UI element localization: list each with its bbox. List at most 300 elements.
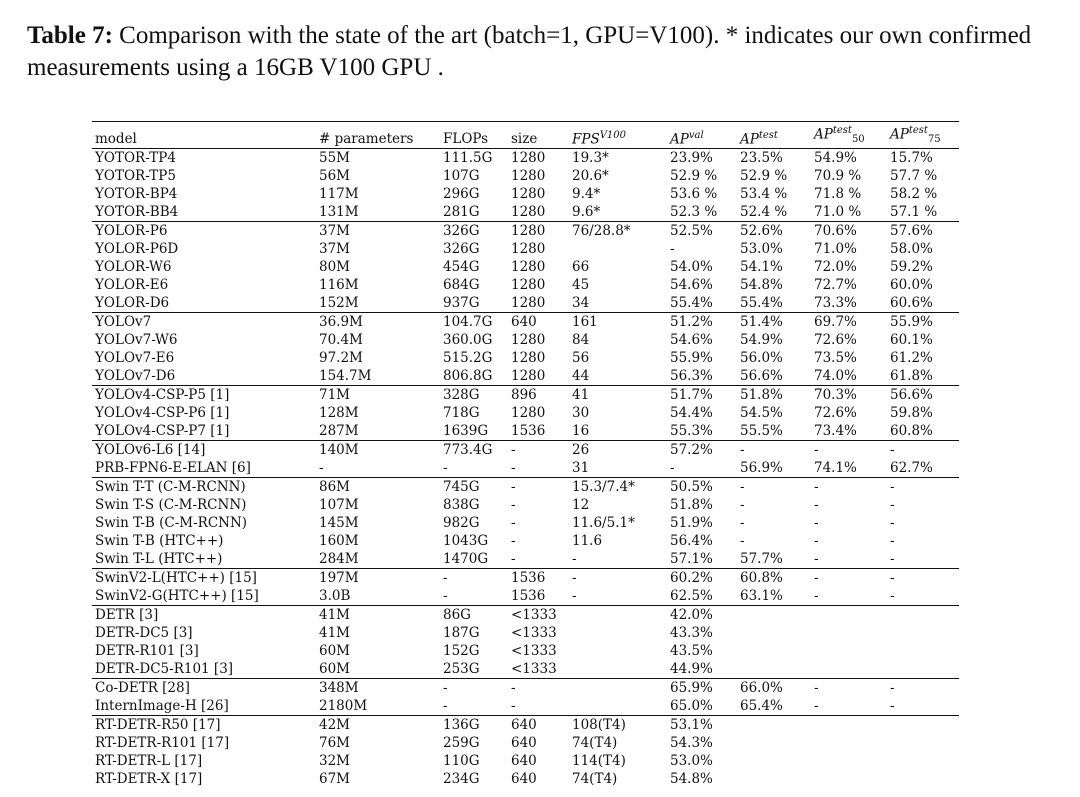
cell-params: 97.2M <box>319 350 363 367</box>
cell-ap-test: 52.9 % <box>740 168 788 185</box>
cell-ap-val: 23.9% <box>667 149 737 168</box>
cell-ap75: - <box>887 478 959 497</box>
cell-ap75 <box>887 660 959 679</box>
cell-flops: 86G <box>440 606 508 625</box>
comparison-table <box>92 121 959 788</box>
header-size: size <box>508 122 569 149</box>
cell-ap-test: 54.8% <box>740 277 783 294</box>
cell-size: - <box>508 679 569 698</box>
header-ap-test-base: AP <box>740 131 759 148</box>
header-fps-sup: V100 <box>599 129 627 141</box>
cell-size: 1280 <box>511 204 546 221</box>
cell-ap-test: - <box>737 441 811 460</box>
cell-flops: - <box>443 460 448 477</box>
cell-model: DETR-DC5 [3] <box>95 625 193 642</box>
cell-fps: 76/28.8* <box>569 222 667 241</box>
cell-ap75: - <box>887 679 959 698</box>
cell-ap75: 58.0% <box>890 241 933 258</box>
cell-params: 56M <box>319 168 351 185</box>
cell-flops: 234G <box>443 771 480 788</box>
cell-ap50: 74.0% <box>814 368 857 385</box>
header-ap-val-base: AP <box>670 131 689 148</box>
cell-ap50 <box>811 606 887 625</box>
cell-ap50 <box>811 624 887 642</box>
table-row <box>92 606 959 625</box>
cell-size: <1333 <box>511 661 557 678</box>
cell-ap-val: 52.3 % <box>670 204 718 221</box>
header-fps <box>569 122 667 149</box>
cell-ap75: - <box>887 441 959 460</box>
table-row <box>92 331 959 349</box>
header-ap-test-sup: test <box>758 129 778 141</box>
cell-ap75: 60.0% <box>890 277 933 294</box>
cell-ap75 <box>887 770 959 788</box>
cell-flops: 806.8G <box>443 368 493 385</box>
cell-ap50 <box>811 734 887 752</box>
cell-params: 36.9M <box>316 313 440 332</box>
cell-model: YOLOR-E6 <box>95 277 169 294</box>
header-row <box>92 122 959 149</box>
cell-ap-val: - <box>670 460 675 477</box>
cell-flops: 326G <box>440 222 508 241</box>
table-group <box>92 478 959 569</box>
cell-params: 70.4M <box>319 332 363 349</box>
cell-ap75: - <box>890 588 895 605</box>
cell-fps <box>569 606 667 625</box>
cell-ap-val: 43.3% <box>670 625 713 642</box>
cell-ap50: 54.9% <box>811 149 887 168</box>
cell-flops: - <box>443 698 448 715</box>
cell-model: YOLOv7-D6 <box>95 368 176 385</box>
cell-ap-test: - <box>740 515 745 532</box>
cell-ap-test: 63.1% <box>740 588 783 605</box>
cell-ap50: 70.9 % <box>814 168 862 185</box>
cell-params: 86M <box>316 478 440 497</box>
cell-size: 640 <box>508 313 569 332</box>
cell-ap50: - <box>811 478 887 497</box>
cell-model: PRB-FPN6-E-ELAN [6] <box>95 460 251 477</box>
cell-params: 154.7M <box>319 368 372 385</box>
cell-flops: 111.5G <box>440 149 508 168</box>
cell-size: - <box>508 441 569 460</box>
cell-ap50: 72.6% <box>814 332 857 349</box>
cell-ap50: - <box>814 533 819 550</box>
cell-size: - <box>511 460 516 477</box>
cell-size: 1280 <box>511 168 546 185</box>
table-group <box>92 441 959 478</box>
cell-model: YOLOv6-L6 [14] <box>92 441 316 460</box>
table-row <box>92 532 959 550</box>
cell-ap50: 73.5% <box>814 350 857 367</box>
cell-ap-val: 65.9% <box>667 679 737 698</box>
cell-size: 1280 <box>511 259 546 276</box>
cell-flops: 326G <box>443 241 480 258</box>
cell-ap-test <box>737 642 811 660</box>
table-row <box>92 441 959 460</box>
cell-flops: 259G <box>443 735 480 752</box>
cell-ap75 <box>887 752 959 770</box>
cell-size: 1280 <box>511 368 546 385</box>
table-row <box>92 642 959 660</box>
cell-flops: 1470G <box>443 551 489 568</box>
cell-ap50: 70.6% <box>811 222 887 241</box>
cell-flops: - <box>440 679 508 698</box>
cell-ap75: 55.9% <box>887 313 959 332</box>
cell-ap-val: - <box>670 241 675 258</box>
cell-model: DETR-R101 [3] <box>95 643 199 660</box>
table-row <box>92 679 959 698</box>
cell-ap50: 71.0% <box>814 241 857 258</box>
cell-fps: 56 <box>572 350 590 367</box>
cell-flops: 838G <box>443 497 480 514</box>
cell-size: 1280 <box>511 186 546 203</box>
table-caption-label: Table 7: <box>27 22 113 49</box>
cell-flops: - <box>443 588 448 605</box>
cell-fps: 161 <box>569 313 667 332</box>
cell-flops: 1043G <box>443 533 489 550</box>
cell-ap-val: 53.6 % <box>670 186 718 203</box>
cell-flops: 187G <box>443 625 480 642</box>
table-header <box>92 122 959 149</box>
cell-fps <box>569 624 667 642</box>
cell-model: DETR-DC5-R101 [3] <box>95 661 234 678</box>
header-ap75-base: AP <box>890 126 909 143</box>
table-row <box>92 716 959 735</box>
cell-ap-test: 56.0% <box>740 350 783 367</box>
cell-flops: 296G <box>443 186 480 203</box>
cell-model: RT-DETR-X [17] <box>95 771 203 788</box>
cell-ap50: - <box>814 551 819 568</box>
cell-size: 1280 <box>508 222 569 241</box>
cell-params: 2180M <box>319 698 368 715</box>
cell-ap50: 73.4% <box>814 423 857 440</box>
table-row <box>92 569 959 588</box>
cell-params: 152M <box>319 295 359 312</box>
cell-ap-test: 56.6% <box>740 368 783 385</box>
table-group <box>92 386 959 441</box>
cell-model: YOTOR-BB4 <box>95 204 179 221</box>
cell-size: 640 <box>511 735 537 752</box>
cell-model: RT-DETR-R101 [17] <box>95 735 230 752</box>
table-row <box>92 349 959 367</box>
cell-params: 117M <box>319 186 359 203</box>
cell-ap-val: 54.8% <box>670 771 713 788</box>
cell-model: YOLOR-P6D <box>95 241 179 258</box>
cell-ap-val: 51.8% <box>670 497 713 514</box>
cell-size: - <box>511 698 516 715</box>
cell-params: 67M <box>319 771 351 788</box>
cell-model: SwinV2-G(HTC++) [15] <box>95 588 259 605</box>
cell-flops: - <box>440 569 508 588</box>
cell-flops: 136G <box>440 716 508 735</box>
cell-params: 37M <box>319 241 351 258</box>
cell-ap75: 59.8% <box>890 405 933 422</box>
cell-model: YOLOv4-CSP-P5 [1] <box>92 386 316 405</box>
cell-ap-val: 56.4% <box>670 533 713 550</box>
cell-model: YOLOv4-CSP-P7 [1] <box>95 423 230 440</box>
cell-ap-test: 55.5% <box>740 423 783 440</box>
table-row <box>92 294 959 313</box>
cell-fps: 11.6/5.1* <box>572 515 635 532</box>
cell-ap75: 15.7% <box>887 149 959 168</box>
cell-ap75: 59.2% <box>890 259 933 276</box>
cell-ap-test <box>737 734 811 752</box>
cell-flops: 982G <box>443 515 480 532</box>
cell-ap-val: 55.9% <box>670 350 713 367</box>
cell-size: <1333 <box>508 606 569 625</box>
cell-ap50: - <box>811 441 887 460</box>
cell-ap-test: 54.1% <box>740 259 783 276</box>
cell-ap50: 72.6% <box>814 405 857 422</box>
cell-fps: 16 <box>572 423 590 440</box>
cell-ap-test: 55.4% <box>740 295 783 312</box>
table-row <box>92 258 959 276</box>
table-row <box>92 185 959 203</box>
cell-ap75: - <box>887 569 959 588</box>
cell-ap-val: 54.0% <box>670 259 713 276</box>
cell-ap-test <box>737 660 811 679</box>
cell-ap50: - <box>814 588 819 605</box>
cell-model: RT-DETR-R50 [17] <box>92 716 316 735</box>
table-caption-text: Comparison with the state of the art (batch=1, GPU=V100). * indicates our own confirmed measurements using a 16GB V100 GPU . <box>27 22 1032 81</box>
header-ap50-sub: 50 <box>851 134 865 146</box>
cell-params: 60M <box>319 643 351 660</box>
cell-flops: 718G <box>443 405 480 422</box>
cell-model: Swin T-B (HTC++) <box>95 533 224 550</box>
cell-ap50: - <box>814 698 819 715</box>
cell-ap-test: 53.4 % <box>740 186 788 203</box>
cell-fps: 9.4* <box>572 186 601 203</box>
cell-ap75 <box>887 606 959 625</box>
cell-ap-val: 53.0% <box>670 753 713 770</box>
cell-fps: 20.6* <box>572 168 609 185</box>
cell-ap75 <box>887 624 959 642</box>
cell-model: YOLOv7 <box>92 313 316 332</box>
cell-flops: 328G <box>440 386 508 405</box>
cell-flops: 110G <box>443 753 480 770</box>
cell-ap-val: 53.1% <box>667 716 737 735</box>
cell-fps: 15.3/7.4* <box>569 478 667 497</box>
cell-ap75: 60.1% <box>890 332 933 349</box>
table-row <box>92 734 959 752</box>
table-row <box>92 550 959 569</box>
cell-model: YOLOR-D6 <box>95 295 170 312</box>
table-row <box>92 478 959 497</box>
cell-fps <box>569 679 667 698</box>
cell-fps: 74(T4) <box>572 771 618 788</box>
header-ap75-sup: test <box>908 125 928 136</box>
cell-params: 55M <box>316 149 440 168</box>
cell-params: 41M <box>316 606 440 625</box>
cell-params: 287M <box>319 423 359 440</box>
cell-ap50: 74.1% <box>814 460 857 477</box>
cell-ap-val: 54.4% <box>670 405 713 422</box>
cell-model: YOLOR-P6 <box>92 222 316 241</box>
cell-ap-test: - <box>737 478 811 497</box>
cell-ap-val: 50.5% <box>667 478 737 497</box>
cell-params: 348M <box>316 679 440 698</box>
cell-size: 640 <box>508 716 569 735</box>
cell-model: YOLOR-W6 <box>95 259 172 276</box>
cell-fps: 41 <box>569 386 667 405</box>
cell-params: 116M <box>319 277 359 294</box>
cell-ap-val: 44.9% <box>670 661 713 678</box>
cell-ap75: - <box>890 698 895 715</box>
table-row <box>92 660 959 679</box>
cell-ap50: 71.8 % <box>814 186 862 203</box>
cell-ap-test: 52.6% <box>737 222 811 241</box>
cell-model: YOTOR-TP5 <box>95 168 176 185</box>
table-group <box>92 716 959 789</box>
table-row <box>92 313 959 332</box>
table-row <box>92 514 959 532</box>
cell-model: DETR [3] <box>92 606 316 625</box>
cell-size: 1536 <box>508 569 569 588</box>
cell-ap-val: 51.2% <box>667 313 737 332</box>
cell-fps: 19.3* <box>569 149 667 168</box>
cell-params: 41M <box>319 625 351 642</box>
table-row <box>92 459 959 478</box>
cell-model: YOTOR-BP4 <box>95 186 178 203</box>
cell-ap-val: 55.3% <box>670 423 713 440</box>
cell-ap-test <box>737 606 811 625</box>
cell-params: 128M <box>319 405 359 422</box>
header-fps-base: FPS <box>572 131 600 148</box>
cell-ap-test: 54.5% <box>740 405 783 422</box>
cell-params: 197M <box>316 569 440 588</box>
cell-params: 3.0B <box>319 588 351 605</box>
cell-params: 160M <box>319 533 359 550</box>
cell-ap50: - <box>811 569 887 588</box>
cell-ap-val: 55.4% <box>670 295 713 312</box>
cell-ap-val: 54.3% <box>670 735 713 752</box>
header-ap-val-sup: val <box>688 129 704 141</box>
cell-size: 1536 <box>511 423 546 440</box>
cell-ap-val: 57.1% <box>670 551 713 568</box>
cell-model: InternImage-H [26] <box>95 698 229 715</box>
cell-fps: 11.6 <box>572 533 603 550</box>
cell-model: YOLOv7-W6 <box>95 332 178 349</box>
cell-size: - <box>511 515 516 532</box>
cell-model: Swin T-T (C-M-RCNN) <box>92 478 316 497</box>
table-row <box>92 770 959 788</box>
cell-params: 140M <box>316 441 440 460</box>
cell-ap-test: - <box>740 497 745 514</box>
cell-ap75: - <box>890 551 895 568</box>
cell-flops: 515.2G <box>443 350 493 367</box>
table-group <box>92 222 959 313</box>
header-ap-val <box>667 122 737 149</box>
cell-ap75: - <box>890 497 895 514</box>
cell-ap-val: 42.0% <box>667 606 737 625</box>
table-row <box>92 240 959 258</box>
table-row <box>92 752 959 770</box>
cell-ap50 <box>811 752 887 770</box>
cell-ap-test <box>737 752 811 770</box>
cell-ap75: 60.6% <box>890 295 933 312</box>
cell-ap75: - <box>890 515 895 532</box>
cell-size: 1280 <box>511 241 546 258</box>
cell-params: 80M <box>319 259 351 276</box>
header-ap50-base: AP <box>814 126 833 143</box>
cell-ap-test <box>737 770 811 788</box>
cell-size: - <box>508 478 569 497</box>
table-group <box>92 313 959 386</box>
cell-fps: 34 <box>572 295 590 312</box>
cell-flops: 745G <box>440 478 508 497</box>
cell-flops: 253G <box>443 661 480 678</box>
cell-ap-val: 51.7% <box>667 386 737 405</box>
cell-ap75: 60.8% <box>890 423 933 440</box>
header-ap-test <box>737 122 811 149</box>
header-ap75 <box>887 122 959 149</box>
table-row <box>92 624 959 642</box>
cell-params: 71M <box>316 386 440 405</box>
cell-fps <box>569 697 667 716</box>
cell-ap-test <box>737 716 811 735</box>
cell-ap-val: 43.5% <box>670 643 713 660</box>
table-row <box>92 386 959 405</box>
cell-params: 145M <box>319 515 359 532</box>
cell-size: 1280 <box>511 295 546 312</box>
cell-ap50: - <box>814 515 819 532</box>
cell-model: YOLOv7-E6 <box>95 350 175 367</box>
cell-flops: 107G <box>443 168 480 185</box>
cell-params: 37M <box>316 222 440 241</box>
cell-size: - <box>511 533 516 550</box>
cell-ap75: 57.7 % <box>890 168 938 185</box>
cell-ap-test: - <box>740 533 745 550</box>
cell-ap75: 58.2 % <box>890 186 938 203</box>
cell-size: 1280 <box>511 405 546 422</box>
cell-flops: 1639G <box>443 423 489 440</box>
cell-ap-test: 23.5% <box>737 149 811 168</box>
header-flops: FLOPs <box>440 122 508 149</box>
table-group <box>92 149 959 222</box>
cell-size: 1280 <box>511 277 546 294</box>
cell-flops: 684G <box>443 277 480 294</box>
cell-model: RT-DETR-L [17] <box>95 753 203 770</box>
cell-size: 896 <box>508 386 569 405</box>
cell-flops: 454G <box>443 259 480 276</box>
cell-flops: 281G <box>443 204 480 221</box>
cell-ap50: 72.7% <box>814 277 857 294</box>
table-group <box>92 606 959 679</box>
cell-ap75: 56.6% <box>887 386 959 405</box>
cell-fps: 66 <box>572 259 590 276</box>
table-row <box>92 367 959 386</box>
table-row <box>92 149 959 168</box>
cell-flops: 152G <box>443 643 480 660</box>
cell-size: 1280 <box>511 332 546 349</box>
table-row <box>92 496 959 514</box>
cell-ap75: 61.8% <box>890 368 933 385</box>
cell-fps: 9.6* <box>572 204 601 221</box>
header-model: model <box>92 122 316 149</box>
cell-ap50: 71.0 % <box>814 204 862 221</box>
cell-model: YOTOR-TP4 <box>92 149 316 168</box>
cell-size: 1536 <box>511 588 546 605</box>
cell-fps: 84 <box>572 332 590 349</box>
cell-fps: - <box>572 551 577 568</box>
cell-flops: 360.0G <box>443 332 493 349</box>
table-row <box>92 203 959 222</box>
header-ap50-sup: test <box>832 125 852 136</box>
cell-fps <box>569 642 667 660</box>
cell-ap50: 69.7% <box>811 313 887 332</box>
header-params: # parameters <box>316 122 440 149</box>
cell-ap75 <box>887 642 959 660</box>
